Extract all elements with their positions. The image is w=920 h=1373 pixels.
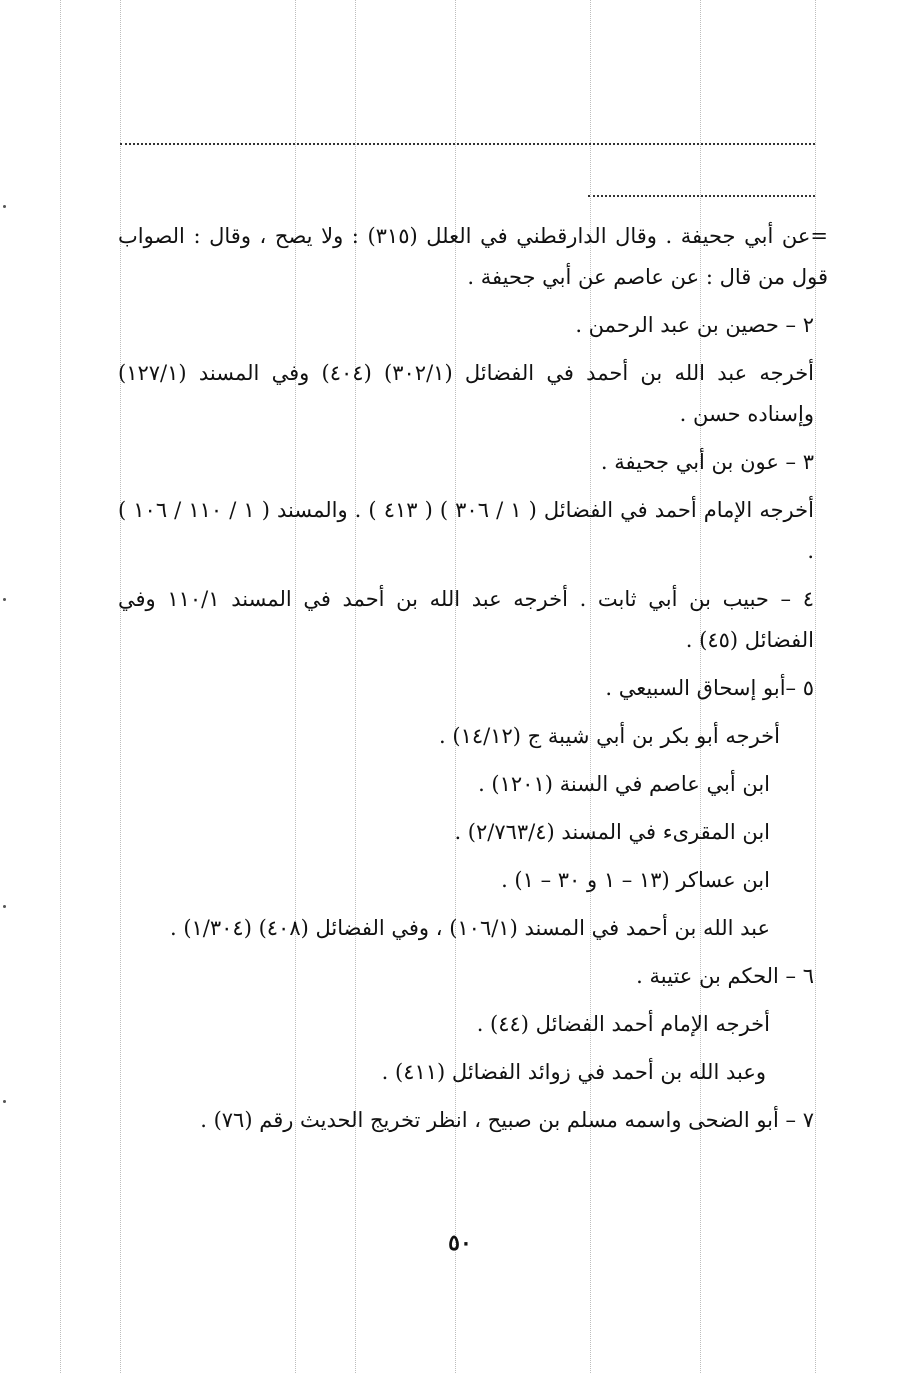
scan-speck [3,598,6,601]
citation-line: ابن أبي عاصم في السنة (١٢٠١) . [478,772,770,796]
citation-line: أخرجه أبو بكر بن أبي شيبة ج (١٤/١٢) . [439,724,780,748]
citation-line: ابن عساكر (١٣ – ١ و ٣٠ – ١) . [501,868,770,892]
narrator-heading: ٦ – الحكم بن عتيبة . [636,964,814,988]
citation-paragraph: أخرجه الإمام أحمد في الفضائل ( ١ / ٣٠٦ ) ( ٤١٣ ) . والمسند ( ١ / ١١٠ / ١٠٦ ) . [118,498,814,563]
narrator-heading: ٧ – أبو الضحى واسمه مسلم بن صبيح ، انظر تخريج الحديث رقم (٧٦) . [200,1108,814,1132]
page-body [118,216,828,1148]
citation-paragraph: عبد الله بن أحمد في المسند (١٠٦/١) ، وفي الفضائل (٤٠٨) (١/٣٠٤) . [169,916,770,940]
scan-speck [3,205,6,208]
scan-speck [3,1100,6,1103]
page-number: ٥٠ [448,1230,472,1256]
narrator-paragraph: ٤ – حبيب بن أبي ثابت . أخرجه عبد الله بن أحمد في المسند ١١٠/١ وفي الفضائل (٤٥) . [118,587,814,652]
scan-speck [3,905,6,908]
narrator-heading: ٥ –أبو إسحاق السبيعي . [605,676,814,700]
citation-line: أخرجه الإمام أحمد الفضائل (٤٤) . [476,1012,770,1036]
citation-line: ابن المقرىء في المسند (٢/٧٦٣/٤) . [454,820,770,844]
narrator-heading: ٣ – عون بن أبي جحيفة . [600,450,814,474]
footnote-continuation: =عن أبي جحيفة . وقال الدارقطني في العلل (٣١٥) : ولا يصح ، وقال : الصواب قول من قال : عن عاصم عن أبي جحيفة . [118,224,828,289]
header-dotted-rule [120,143,815,145]
scan-guide-line [60,0,61,1373]
citation-paragraph: أخرجه عبد الله بن أحمد في الفضائل (٣٠٢/١) (٤٠٤) وفي المسند (١٢٧/١) وإسناده حسن . [118,361,815,426]
citation-line: وعبد الله بن أحمد في زوائد الفضائل (٤١١) . [381,1060,766,1084]
narrator-heading: ٢ – حصين بن عبد الرحمن . [575,313,814,337]
header-dotted-rule-short [588,195,815,197]
